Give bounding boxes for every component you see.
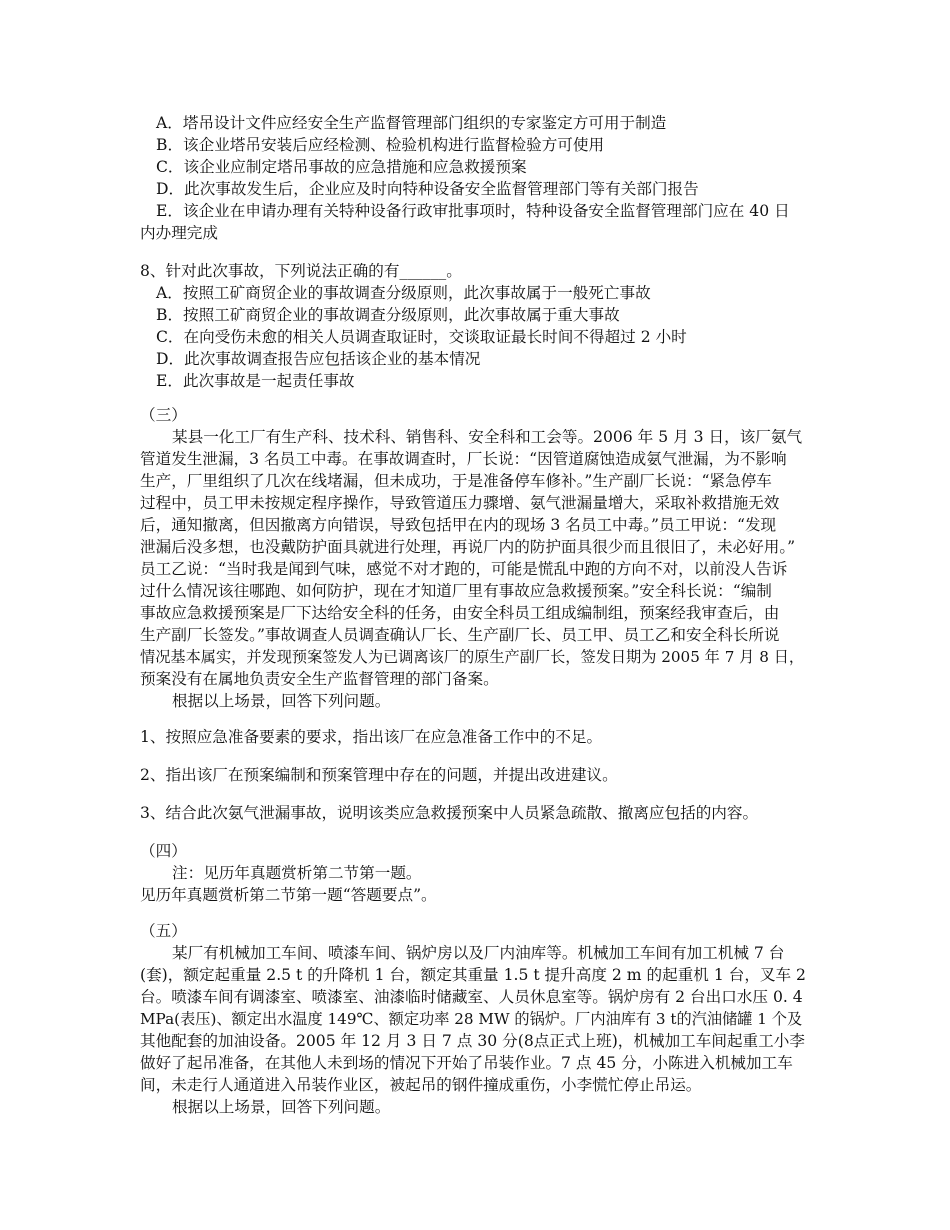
case3-line: 事故应急救援预案是厂下达给安全科的任务，由安全科员工组成编制组，预案经我审查后，由 [140, 604, 780, 622]
q8-option-a: A．按照工矿商贸企业的事故调查分级原则，此次事故属于一般死亡事故 [156, 284, 651, 302]
q7-option-b: B．该企业塔吊安装后应经检测、检验机构进行监督检验方可使用 [156, 136, 605, 154]
case5-line: 台。喷漆车间有调漆室、喷漆室、油漆临时储藏室、人员休息室等。锅炉房有 2 台出口水压 0. 4 [140, 988, 803, 1006]
q7-option-d: D．此次事故发生后，企业应及时向特种设备安全监督管理部门等有关部门报告 [156, 180, 699, 198]
case4-note: 注：见历年真题赏析第二节第一题。 [172, 864, 422, 882]
q8-option-c: C．在向受伤未愈的相关人员调查取证时，交谈取证最长时间不得超过 2 小时 [156, 328, 687, 346]
case3-line: 生产，厂里组织了几次在线堵漏，但未成功，于是准备停车修补。”生产副厂长说：“紧急停车 [140, 472, 772, 490]
case3-line: 某县一化工厂有生产科、技术科、销售科、安全科和工会等。2006 年 5 月 3 日，该厂氨气 [172, 428, 803, 446]
q7-option-c: C．该企业应制定塔吊事故的应急措施和应急救援预案 [156, 158, 527, 176]
case5-line: 其他配套的加油设备。2005 年 12 月 3 日 7 点 30 分(8点正式上班)，机械加工车间起重工小李 [140, 1032, 805, 1050]
case5-line: MPa(表压)、额定出水温度 149℃、额定功率 28 MW 的锅炉。厂内油库有 3 t的汽油储罐 1 个及 [140, 1010, 803, 1028]
case4-heading: （四） [140, 842, 187, 860]
case3-question-1: 1、按照应急准备要素的要求，指出该厂在应急准备工作中的不足。 [140, 728, 603, 746]
case5-line: 某厂有机械加工车间、喷漆车间、锅炉房以及厂内油库等。机械加工车间有加工机械 7 台 [172, 944, 785, 962]
case3-line: 过什么情况该往哪跑、如何防护，现在才知道厂里有事故应急救援预案。”安全科长说：“编制 [140, 582, 772, 600]
q7-option-e-continued: 内办理完成 [140, 224, 218, 242]
case4-reference: 见历年真题赏析第二节第一题“答题要点”。 [140, 886, 437, 904]
case3-heading: （三） [140, 406, 187, 424]
case3-line: 生产副厂长签发。”事故调查人员调查确认厂长、生产副厂长、员工甲、员工乙和安全科长所说 [140, 626, 780, 644]
case3-prompt: 根据以上场景，回答下列问题。 [172, 692, 391, 710]
case5-line: (套)，额定起重量 2.5 t 的升降机 1 台，额定其重量 1.5 t 提升高度 2 m 的起重机 1 台，叉车 2 [140, 966, 806, 984]
q8-stem: 8、针对此次事故，下列说法正确的有______。 [140, 262, 462, 280]
q7-option-a: A．塔吊设计文件应经安全生产监督管理部门组织的专家鉴定方可用于制造 [156, 114, 667, 132]
case3-line: 泄漏后没多想，也没戴防护面具就进行处理，再说厂内的防护面具很少而且很旧了，未必好用。” [140, 538, 796, 556]
case3-line: 过程中，员工甲未按规定程序操作，导致管道压力骤增、氨气泄漏量增大，采取补救措施无效 [140, 494, 780, 512]
case3-line: 后，通知撤离，但因撤离方向错误，导致包括甲在内的现场 3 名员工中毒。”员工甲说：“发现 [140, 516, 777, 534]
q8-option-e: E．此次事故是一起责任事故 [156, 372, 355, 390]
q8-option-b: B．按照工矿商贸企业的事故调查分级原则，此次事故属于重大事故 [156, 306, 620, 324]
q8-option-d: D．此次事故调查报告应包括该企业的基本情况 [156, 350, 481, 368]
q7-option-e: E．该企业在申请办理有关特种设备行政审批事项时，特种设备安全监督管理部门应在 40 日 [156, 202, 790, 220]
case3-line: 情况基本属实，并发现预案签发人为已调离该厂的原生产副厂长，签发日期为 2005 年 7 月 8 日， [140, 648, 805, 666]
case3-question-2: 2、指出该厂在预案编制和预案管理中存在的问题，并提出改进建议。 [140, 766, 618, 784]
case5-line: 间，未走行人通道进入吊装作业区，被起吊的钢件撞成重伤，小李慌忙停止吊运。 [140, 1076, 702, 1094]
case3-line: 预案没有在属地负责安全生产监督管理的部门备案。 [140, 670, 499, 688]
case5-line: 做好了起吊准备，在其他人未到场的情况下开始了吊装作业。7 点 45 分，小陈进入机械加工车 [140, 1054, 793, 1072]
case3-line: 管道发生泄漏，3 名员工中毒。在事故调查时，厂长说：“因管道腐蚀造成氨气泄漏，为不影响 [140, 450, 787, 468]
case5-heading: （五） [140, 922, 187, 940]
case5-prompt: 根据以上场景，回答下列问题。 [172, 1098, 391, 1116]
case3-line: 员工乙说：“当时我是闻到气味，感觉不对才跑的，可能是慌乱中跑的方向不对，以前没人告诉 [140, 560, 788, 578]
case3-question-3: 3、结合此次氨气泄漏事故，说明该类应急救援预案中人员紧急疏散、撤离应包括的内容。 [140, 804, 759, 822]
